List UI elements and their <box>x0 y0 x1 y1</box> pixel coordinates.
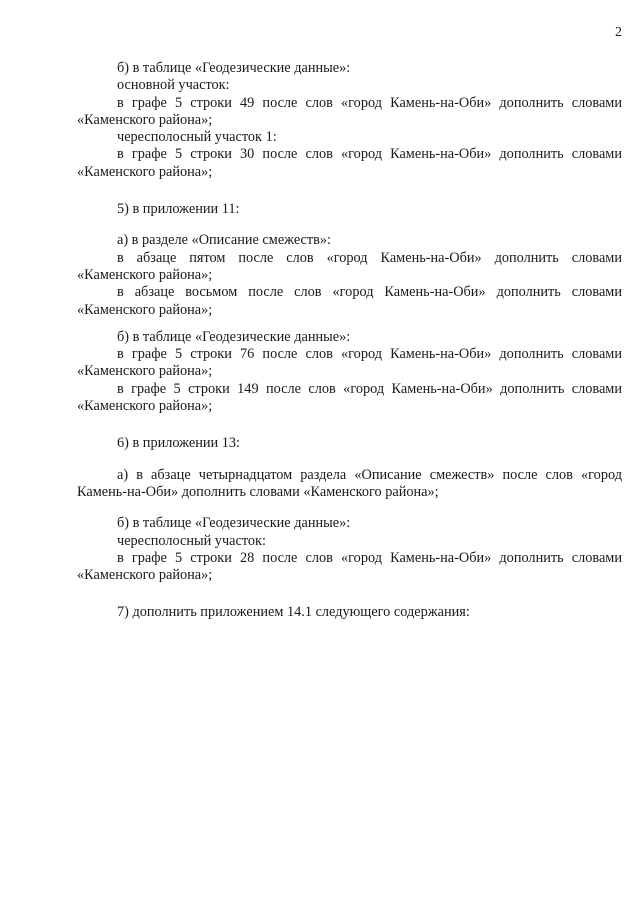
paragraph-line: 6) в приложении 13: <box>117 435 241 452</box>
paragraph-line: Камень-на-Оби» дополнить словами «Каменского района»; <box>77 483 439 500</box>
paragraph-line: «Каменского района»; <box>77 398 213 415</box>
paragraph-line: б) в таблице «Геодезические данные»: <box>117 60 351 76</box>
paragraph-line: чересполосный участок: <box>117 532 266 549</box>
paragraph-line: а) в разделе «Описание смежеств»: <box>117 232 332 249</box>
paragraph-line: 7) дополнить приложением 14.1 следующего содержания: <box>117 604 470 621</box>
paragraph-line: в графе 5 строки 28 после слов «город Камень-на-Оби» дополнить словами <box>117 549 622 566</box>
paragraph-line: «Каменского района»; <box>77 111 213 128</box>
paragraph-line: в графе 5 строки 30 после слов «город Камень-на-Оби» дополнить словами <box>117 146 622 163</box>
paragraph-line: «Каменского района»; <box>77 301 213 318</box>
document-body <box>77 60 622 622</box>
paragraph-line: «Каменского района»; <box>77 363 213 380</box>
paragraph-line: б) в таблице «Геодезические данные»: <box>117 515 351 532</box>
paragraph-line: в графе 5 строки 76 после слов «город Камень-на-Оби» дополнить словами <box>117 346 622 363</box>
paragraph-line: основной участок: <box>117 77 230 94</box>
paragraph-line: 5) в приложении 11: <box>117 201 240 218</box>
paragraph-line: в абзаце пятом после слов «город Камень-на-Оби» дополнить словами <box>117 249 622 266</box>
paragraph-line: в графе 5 строки 49 после слов «город Камень-на-Оби» дополнить словами <box>117 94 622 111</box>
paragraph-line: б) в таблице «Геодезические данные»: <box>117 328 351 345</box>
paragraph-line: «Каменского района»; <box>77 266 213 283</box>
paragraph-line: «Каменского района»; <box>77 567 213 584</box>
paragraph-line: чересполосный участок 1: <box>117 129 277 146</box>
paragraph-line: в абзаце восьмом после слов «город Камень-на-Оби» дополнить словами <box>117 284 622 301</box>
paragraph-line: «Каменского района»; <box>77 163 213 180</box>
paragraph-line: а) в абзаце четырнадцатом раздела «Описание смежеств» после слов «город <box>117 466 622 483</box>
paragraph-line: в графе 5 строки 149 после слов «город Камень-на-Оби» дополнить словами <box>117 380 622 397</box>
page-number: 2 <box>615 25 622 40</box>
